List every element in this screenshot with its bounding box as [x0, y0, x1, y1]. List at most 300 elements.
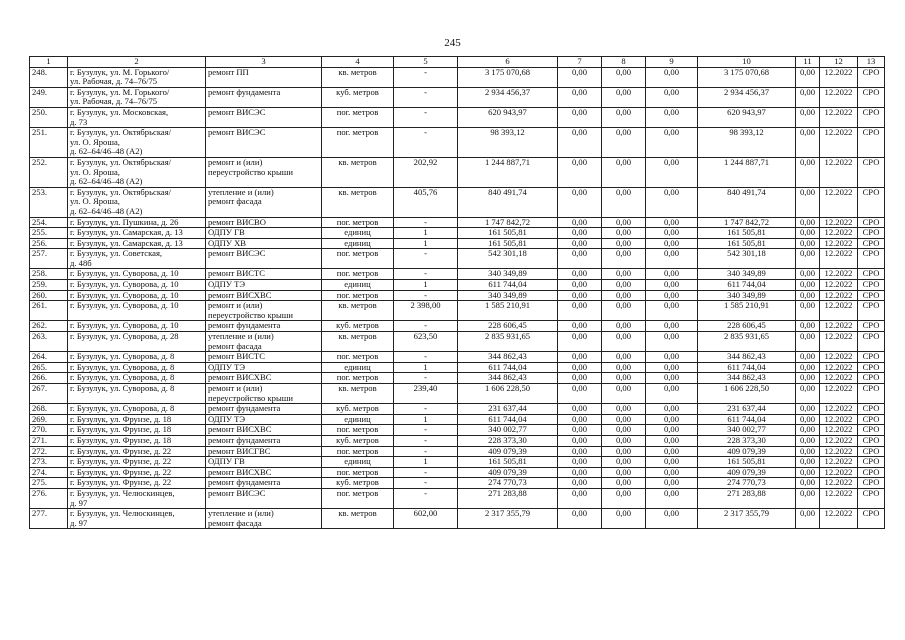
quantity-cell: 1	[394, 238, 458, 249]
cost-cell-11: 0,00	[796, 321, 820, 332]
owner-funds-cell: 611 744,04	[698, 414, 796, 425]
table-row	[30, 488, 885, 508]
table-header-row	[30, 57, 885, 68]
quantity-cell: 1	[394, 228, 458, 239]
unit-cell: пог. метров	[322, 373, 394, 384]
cost-cell-8: 0,00	[602, 467, 646, 478]
work-type-cell: ремонт фундамента	[206, 321, 322, 332]
address-cell: г. Бузулук, ул. Челюскинцев, д. 97	[68, 509, 206, 529]
cost-cell-7: 0,00	[558, 321, 602, 332]
table-row	[30, 425, 885, 436]
fund-cell: СРО	[858, 446, 885, 457]
table-row	[30, 404, 885, 415]
fund-cell: СРО	[858, 301, 885, 321]
cost-cell-8: 0,00	[602, 157, 646, 187]
table-row	[30, 217, 885, 228]
fund-cell: СРО	[858, 404, 885, 415]
fund-cell: СРО	[858, 435, 885, 446]
row-number: 267.	[30, 384, 68, 404]
cost-cell-7: 0,00	[558, 217, 602, 228]
table-body	[30, 67, 885, 529]
cost-cell-8: 0,00	[602, 414, 646, 425]
total-cost-cell: 542 301,18	[458, 249, 558, 269]
deadline-cell: 12.2022	[820, 217, 858, 228]
row-number: 256.	[30, 238, 68, 249]
address-cell: г. Бузулук, ул. Октябрьская/ ул. О. Яроша, д. 62–64/46–48 (А2)	[68, 187, 206, 217]
work-type-cell: ремонт фундамента	[206, 478, 322, 489]
cost-cell-7: 0,00	[558, 157, 602, 187]
cost-cell-9: 0,00	[646, 280, 698, 291]
cost-cell-11: 0,00	[796, 478, 820, 489]
cost-cell-8: 0,00	[602, 228, 646, 239]
quantity-cell: -	[394, 67, 458, 87]
total-cost-cell: 840 491,74	[458, 187, 558, 217]
row-number: 270.	[30, 425, 68, 436]
work-type-cell: ремонт ВИСЭС	[206, 107, 322, 127]
fund-cell: СРО	[858, 290, 885, 301]
cost-cell-7: 0,00	[558, 67, 602, 87]
owner-funds-cell: 1 747 842,72	[698, 217, 796, 228]
total-cost-cell: 231 637,44	[458, 404, 558, 415]
fund-cell: СРО	[858, 157, 885, 187]
column-header-10: 10	[698, 57, 796, 68]
unit-cell: куб. метров	[322, 404, 394, 415]
work-type-cell: ремонт и (или) переустройство крыши	[206, 384, 322, 404]
table-row	[30, 384, 885, 404]
table-row	[30, 509, 885, 529]
row-number: 269.	[30, 414, 68, 425]
cost-cell-11: 0,00	[796, 217, 820, 228]
deadline-cell: 12.2022	[820, 384, 858, 404]
total-cost-cell: 161 505,81	[458, 238, 558, 249]
column-header-6: 6	[458, 57, 558, 68]
cost-cell-9: 0,00	[646, 128, 698, 158]
cost-cell-11: 0,00	[796, 269, 820, 280]
cost-cell-7: 0,00	[558, 404, 602, 415]
cost-cell-8: 0,00	[602, 87, 646, 107]
quantity-cell: -	[394, 321, 458, 332]
cost-cell-9: 0,00	[646, 509, 698, 529]
owner-funds-cell: 340 002,77	[698, 425, 796, 436]
work-type-cell: ремонт ВИСТС	[206, 269, 322, 280]
cost-cell-9: 0,00	[646, 290, 698, 301]
work-type-cell: ремонт фундамента	[206, 87, 322, 107]
cost-cell-11: 0,00	[796, 467, 820, 478]
owner-funds-cell: 611 744,04	[698, 280, 796, 291]
total-cost-cell: 1 244 887,71	[458, 157, 558, 187]
cost-cell-7: 0,00	[558, 352, 602, 363]
unit-cell: кв. метров	[322, 187, 394, 217]
table-row	[30, 478, 885, 489]
cost-cell-7: 0,00	[558, 107, 602, 127]
address-cell: г. Бузулук, ул. Фрунзе, д. 18	[68, 425, 206, 436]
unit-cell: пог. метров	[322, 446, 394, 457]
fund-cell: СРО	[858, 384, 885, 404]
owner-funds-cell: 340 349,89	[698, 269, 796, 280]
quantity-cell: -	[394, 373, 458, 384]
row-number: 265.	[30, 362, 68, 373]
cost-cell-8: 0,00	[602, 321, 646, 332]
deadline-cell: 12.2022	[820, 290, 858, 301]
cost-cell-9: 0,00	[646, 217, 698, 228]
owner-funds-cell: 228 373,30	[698, 435, 796, 446]
fund-cell: СРО	[858, 332, 885, 352]
cost-cell-8: 0,00	[602, 488, 646, 508]
deadline-cell: 12.2022	[820, 332, 858, 352]
address-cell: г. Бузулук, ул. Суворова, д. 8	[68, 384, 206, 404]
cost-cell-8: 0,00	[602, 509, 646, 529]
cost-cell-8: 0,00	[602, 446, 646, 457]
cost-cell-7: 0,00	[558, 414, 602, 425]
deadline-cell: 12.2022	[820, 238, 858, 249]
cost-cell-9: 0,00	[646, 352, 698, 363]
unit-cell: пог. метров	[322, 488, 394, 508]
cost-cell-7: 0,00	[558, 467, 602, 478]
cost-cell-8: 0,00	[602, 128, 646, 158]
table-row	[30, 67, 885, 87]
fund-cell: СРО	[858, 478, 885, 489]
row-number: 257.	[30, 249, 68, 269]
fund-cell: СРО	[858, 67, 885, 87]
cost-cell-8: 0,00	[602, 67, 646, 87]
cost-cell-9: 0,00	[646, 107, 698, 127]
cost-cell-9: 0,00	[646, 269, 698, 280]
work-type-cell: ремонт ВИСЭС	[206, 249, 322, 269]
cost-cell-9: 0,00	[646, 404, 698, 415]
cost-cell-8: 0,00	[602, 290, 646, 301]
unit-cell: кв. метров	[322, 67, 394, 87]
cost-cell-9: 0,00	[646, 414, 698, 425]
fund-cell: СРО	[858, 321, 885, 332]
cost-cell-11: 0,00	[796, 290, 820, 301]
work-type-cell: ремонт ПП	[206, 67, 322, 87]
owner-funds-cell: 344 862,43	[698, 352, 796, 363]
cost-cell-8: 0,00	[602, 332, 646, 352]
fund-cell: СРО	[858, 269, 885, 280]
work-type-cell: ремонт фундамента	[206, 435, 322, 446]
quantity-cell: 239,40	[394, 384, 458, 404]
cost-cell-11: 0,00	[796, 87, 820, 107]
total-cost-cell: 340 349,89	[458, 290, 558, 301]
unit-cell: куб. метров	[322, 435, 394, 446]
address-cell: г. Бузулук, ул. Фрунзе, д. 18	[68, 414, 206, 425]
cost-cell-9: 0,00	[646, 488, 698, 508]
owner-funds-cell: 1 244 887,71	[698, 157, 796, 187]
deadline-cell: 12.2022	[820, 435, 858, 446]
cost-cell-9: 0,00	[646, 249, 698, 269]
work-type-cell: утепление и (или) ремонт фасада	[206, 509, 322, 529]
cost-cell-8: 0,00	[602, 301, 646, 321]
total-cost-cell: 340 002,77	[458, 425, 558, 436]
column-header-4: 4	[322, 57, 394, 68]
owner-funds-cell: 231 637,44	[698, 404, 796, 415]
owner-funds-cell: 409 079,39	[698, 446, 796, 457]
cost-cell-9: 0,00	[646, 362, 698, 373]
address-cell: г. Бузулук, ул. Суворова, д. 8	[68, 404, 206, 415]
total-cost-cell: 98 393,12	[458, 128, 558, 158]
row-number: 264.	[30, 352, 68, 363]
address-cell: г. Бузулук, ул. Суворова, д. 8	[68, 352, 206, 363]
total-cost-cell: 2 317 355,79	[458, 509, 558, 529]
cost-cell-7: 0,00	[558, 128, 602, 158]
row-number: 263.	[30, 332, 68, 352]
cost-cell-11: 0,00	[796, 509, 820, 529]
address-cell: г. Бузулук, ул. Челюскинцев, д. 97	[68, 488, 206, 508]
address-cell: г. Бузулук, ул. Самарская, д. 13	[68, 228, 206, 239]
page-number: 245	[444, 37, 461, 49]
cost-cell-11: 0,00	[796, 384, 820, 404]
cost-cell-8: 0,00	[602, 249, 646, 269]
table-row	[30, 321, 885, 332]
work-type-cell: ОДПУ ГВ	[206, 457, 322, 468]
deadline-cell: 12.2022	[820, 404, 858, 415]
table-row	[30, 467, 885, 478]
row-number: 252.	[30, 157, 68, 187]
deadline-cell: 12.2022	[820, 301, 858, 321]
row-number: 262.	[30, 321, 68, 332]
address-cell: г. Бузулук, ул. Суворова, д. 10	[68, 280, 206, 291]
address-cell: г. Бузулук, ул. Суворова, д. 10	[68, 321, 206, 332]
cost-cell-9: 0,00	[646, 301, 698, 321]
fund-cell: СРО	[858, 187, 885, 217]
total-cost-cell: 340 349,89	[458, 269, 558, 280]
table-row	[30, 280, 885, 291]
work-type-cell: ремонт ВИСГВС	[206, 446, 322, 457]
fund-cell: СРО	[858, 467, 885, 478]
fund-cell: СРО	[858, 249, 885, 269]
cost-cell-7: 0,00	[558, 373, 602, 384]
fund-cell: СРО	[858, 362, 885, 373]
deadline-cell: 12.2022	[820, 414, 858, 425]
column-header-2: 2	[68, 57, 206, 68]
unit-cell: куб. метров	[322, 321, 394, 332]
quantity-cell: -	[394, 435, 458, 446]
column-header-12: 12	[820, 57, 858, 68]
total-cost-cell: 611 744,04	[458, 280, 558, 291]
cost-cell-9: 0,00	[646, 435, 698, 446]
work-type-cell: ремонт ВИСХВС	[206, 373, 322, 384]
cost-cell-11: 0,00	[796, 107, 820, 127]
cost-cell-7: 0,00	[558, 269, 602, 280]
work-type-cell: ОДПУ ХВ	[206, 238, 322, 249]
fund-cell: СРО	[858, 414, 885, 425]
fund-cell: СРО	[858, 457, 885, 468]
unit-cell: кв. метров	[322, 157, 394, 187]
unit-cell: пог. метров	[322, 269, 394, 280]
unit-cell: пог. метров	[322, 352, 394, 363]
table-row	[30, 373, 885, 384]
owner-funds-cell: 840 491,74	[698, 187, 796, 217]
row-number: 249.	[30, 87, 68, 107]
work-type-cell: утепление и (или) ремонт фасада	[206, 332, 322, 352]
cost-cell-11: 0,00	[796, 249, 820, 269]
table-row	[30, 187, 885, 217]
owner-funds-cell: 409 079,39	[698, 467, 796, 478]
deadline-cell: 12.2022	[820, 187, 858, 217]
cost-cell-8: 0,00	[602, 435, 646, 446]
owner-funds-cell: 3 175 070,68	[698, 67, 796, 87]
cost-cell-8: 0,00	[602, 280, 646, 291]
cost-cell-7: 0,00	[558, 435, 602, 446]
cost-cell-11: 0,00	[796, 187, 820, 217]
cost-cell-7: 0,00	[558, 290, 602, 301]
owner-funds-cell: 2 317 355,79	[698, 509, 796, 529]
address-cell: г. Бузулук, ул. Суворова, д. 28	[68, 332, 206, 352]
deadline-cell: 12.2022	[820, 352, 858, 363]
unit-cell: пог. метров	[322, 290, 394, 301]
cost-cell-11: 0,00	[796, 301, 820, 321]
total-cost-cell: 3 175 070,68	[458, 67, 558, 87]
deadline-cell: 12.2022	[820, 457, 858, 468]
total-cost-cell: 271 283,88	[458, 488, 558, 508]
table-row	[30, 362, 885, 373]
cost-cell-11: 0,00	[796, 332, 820, 352]
cost-cell-8: 0,00	[602, 217, 646, 228]
cost-cell-11: 0,00	[796, 373, 820, 384]
unit-cell: куб. метров	[322, 478, 394, 489]
cost-cell-9: 0,00	[646, 425, 698, 436]
column-header-5: 5	[394, 57, 458, 68]
owner-funds-cell: 2 934 456,37	[698, 87, 796, 107]
quantity-cell: 2 398,00	[394, 301, 458, 321]
quantity-cell: -	[394, 446, 458, 457]
quantity-cell: -	[394, 269, 458, 280]
row-number: 276.	[30, 488, 68, 508]
fund-cell: СРО	[858, 373, 885, 384]
deadline-cell: 12.2022	[820, 269, 858, 280]
row-number: 254.	[30, 217, 68, 228]
total-cost-cell: 228 373,30	[458, 435, 558, 446]
quantity-cell: -	[394, 478, 458, 489]
quantity-cell: 1	[394, 280, 458, 291]
row-number: 273.	[30, 457, 68, 468]
table-row	[30, 107, 885, 127]
deadline-cell: 12.2022	[820, 467, 858, 478]
row-number: 271.	[30, 435, 68, 446]
total-cost-cell: 2 835 931,65	[458, 332, 558, 352]
fund-cell: СРО	[858, 107, 885, 127]
total-cost-cell: 161 505,81	[458, 228, 558, 239]
table-row	[30, 238, 885, 249]
address-cell: г. Бузулук, ул. Московская, д. 73	[68, 107, 206, 127]
cost-cell-11: 0,00	[796, 488, 820, 508]
owner-funds-cell: 161 505,81	[698, 457, 796, 468]
row-number: 258.	[30, 269, 68, 280]
row-number: 261.	[30, 301, 68, 321]
owner-funds-cell: 271 283,88	[698, 488, 796, 508]
work-type-cell: ремонт ВИСХВС	[206, 290, 322, 301]
quantity-cell: -	[394, 352, 458, 363]
fund-cell: СРО	[858, 280, 885, 291]
unit-cell: пог. метров	[322, 425, 394, 436]
table-row	[30, 249, 885, 269]
work-type-cell: ОДПУ ТЭ	[206, 362, 322, 373]
fund-cell: СРО	[858, 238, 885, 249]
address-cell: г. Бузулук, ул. Самарская, д. 13	[68, 238, 206, 249]
unit-cell: кв. метров	[322, 509, 394, 529]
address-cell: г. Бузулук, ул. Суворова, д. 10	[68, 269, 206, 280]
cost-cell-7: 0,00	[558, 238, 602, 249]
cost-cell-8: 0,00	[602, 107, 646, 127]
table-row	[30, 157, 885, 187]
fund-cell: СРО	[858, 217, 885, 228]
work-type-cell: ремонт и (или) переустройство крыши	[206, 157, 322, 187]
cost-cell-7: 0,00	[558, 280, 602, 291]
column-header-13: 13	[858, 57, 885, 68]
quantity-cell: 623,50	[394, 332, 458, 352]
total-cost-cell: 228 606,45	[458, 321, 558, 332]
address-cell: г. Бузулук, ул. Пушкина, д. 26	[68, 217, 206, 228]
deadline-cell: 12.2022	[820, 478, 858, 489]
deadline-cell: 12.2022	[820, 280, 858, 291]
cost-cell-8: 0,00	[602, 425, 646, 436]
address-cell: г. Бузулук, ул. Фрунзе, д. 22	[68, 467, 206, 478]
total-cost-cell: 161 505,81	[458, 457, 558, 468]
deadline-cell: 12.2022	[820, 509, 858, 529]
cost-cell-8: 0,00	[602, 352, 646, 363]
owner-funds-cell: 542 301,18	[698, 249, 796, 269]
quantity-cell: -	[394, 87, 458, 107]
total-cost-cell: 1 585 210,91	[458, 301, 558, 321]
column-header-11: 11	[796, 57, 820, 68]
owner-funds-cell: 340 349,89	[698, 290, 796, 301]
cost-cell-7: 0,00	[558, 425, 602, 436]
unit-cell: единиц	[322, 238, 394, 249]
quantity-cell: 405,76	[394, 187, 458, 217]
cost-cell-11: 0,00	[796, 280, 820, 291]
cost-cell-8: 0,00	[602, 478, 646, 489]
quantity-cell: -	[394, 425, 458, 436]
cost-cell-11: 0,00	[796, 404, 820, 415]
row-number: 251.	[30, 128, 68, 158]
cost-cell-11: 0,00	[796, 362, 820, 373]
deadline-cell: 12.2022	[820, 373, 858, 384]
work-type-cell: ремонт фундамента	[206, 404, 322, 415]
unit-cell: пог. метров	[322, 107, 394, 127]
total-cost-cell: 344 862,43	[458, 373, 558, 384]
deadline-cell: 12.2022	[820, 107, 858, 127]
cost-cell-11: 0,00	[796, 228, 820, 239]
cost-cell-9: 0,00	[646, 332, 698, 352]
cost-cell-11: 0,00	[796, 457, 820, 468]
cost-cell-7: 0,00	[558, 384, 602, 404]
work-type-cell: ОДПУ ТЭ	[206, 280, 322, 291]
table-row	[30, 269, 885, 280]
total-cost-cell: 344 862,43	[458, 352, 558, 363]
work-type-cell: ОДПУ ТЭ	[206, 414, 322, 425]
row-number: 253.	[30, 187, 68, 217]
table-row	[30, 301, 885, 321]
fund-cell: СРО	[858, 352, 885, 363]
cost-cell-11: 0,00	[796, 414, 820, 425]
address-cell: г. Бузулук, ул. Суворова, д. 10	[68, 301, 206, 321]
cost-cell-9: 0,00	[646, 87, 698, 107]
cost-cell-11: 0,00	[796, 446, 820, 457]
work-type-cell: утепление и (или) ремонт фасада	[206, 187, 322, 217]
unit-cell: единиц	[322, 457, 394, 468]
owner-funds-cell: 2 835 931,65	[698, 332, 796, 352]
unit-cell: единиц	[322, 414, 394, 425]
cost-cell-8: 0,00	[602, 187, 646, 217]
deadline-cell: 12.2022	[820, 67, 858, 87]
quantity-cell: 1	[394, 362, 458, 373]
row-number: 248.	[30, 67, 68, 87]
cost-cell-9: 0,00	[646, 157, 698, 187]
unit-cell: пог. метров	[322, 217, 394, 228]
cost-cell-11: 0,00	[796, 352, 820, 363]
table-row	[30, 332, 885, 352]
address-cell: г. Бузулук, ул. Фрунзе, д. 18	[68, 435, 206, 446]
